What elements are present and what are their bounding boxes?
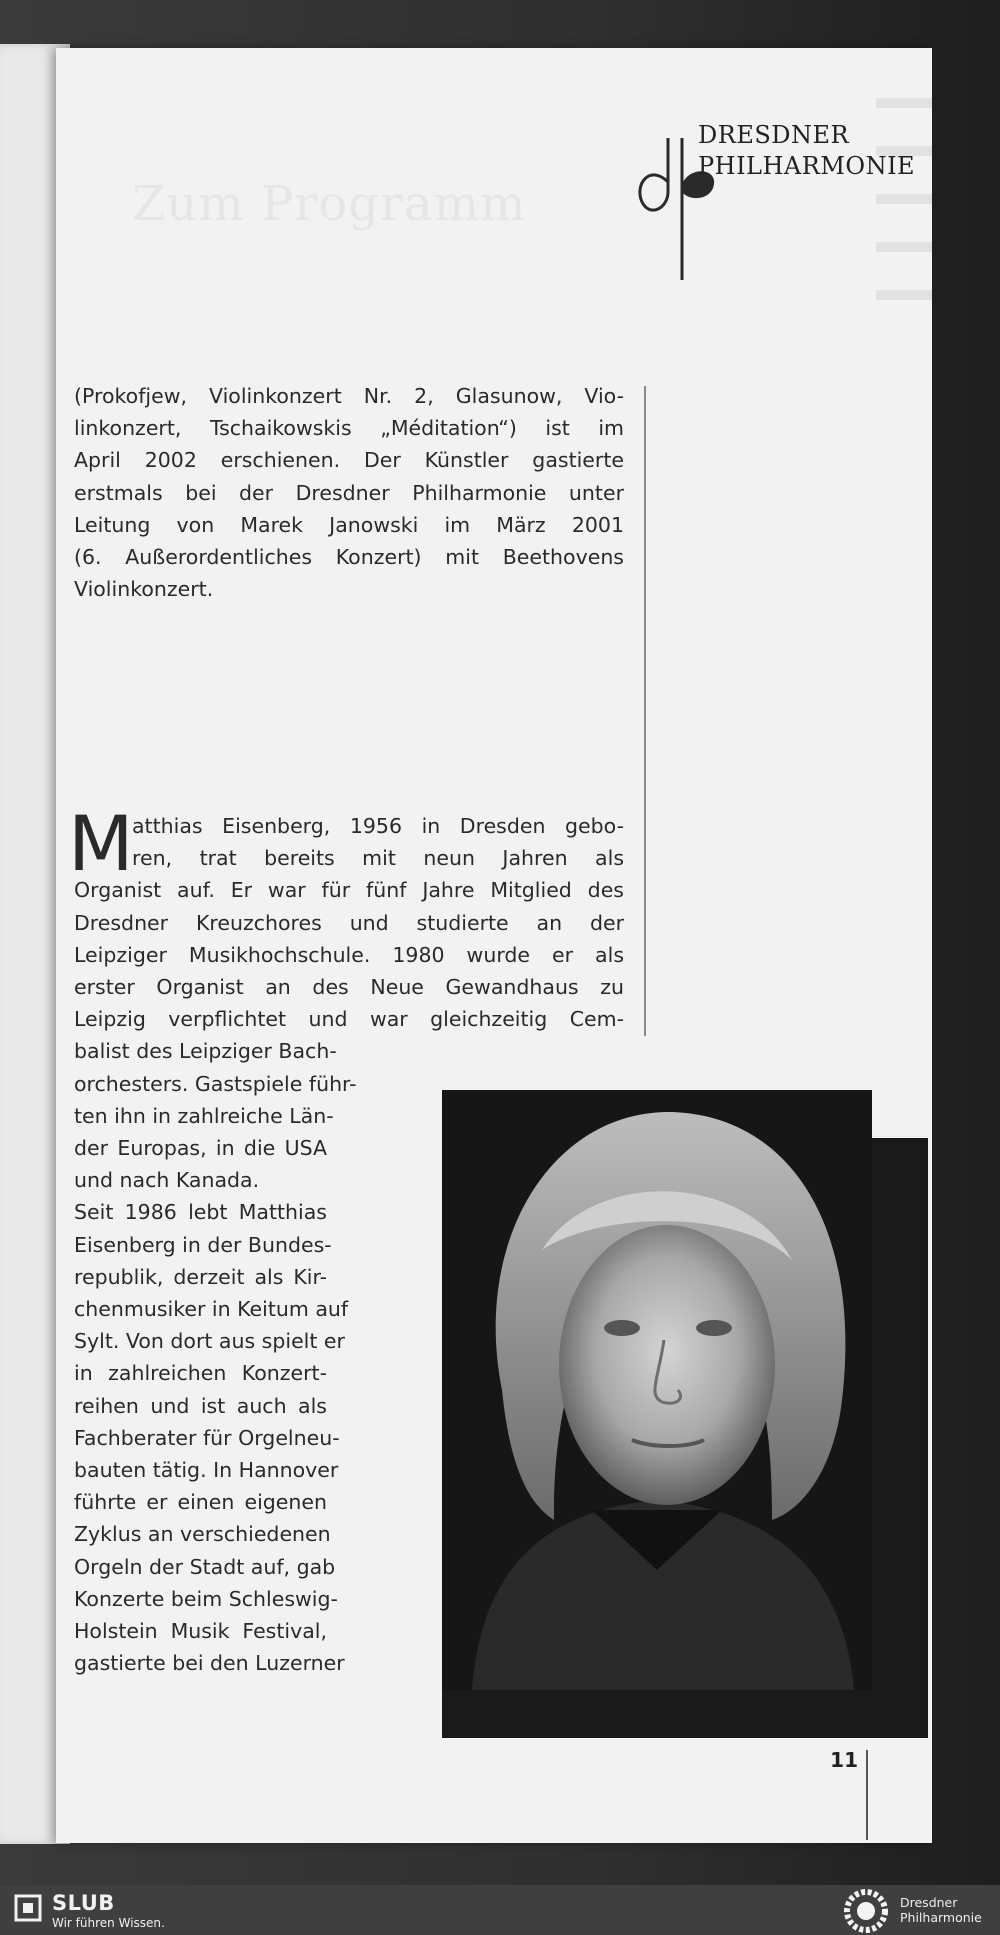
text-line: und nach Kanada. (74, 1168, 260, 1193)
slub-name: SLUB (52, 1891, 115, 1915)
text-line: ten ihn in zahlreiche Län- (74, 1103, 334, 1128)
text-line: Leipziger Musikhochschule. 1980 wurde er als (74, 942, 624, 967)
text-line: reihen und ist auch als (74, 1393, 327, 1418)
dresdner-philharmonie-logo-icon (606, 80, 936, 300)
paragraph-biography-previous (74, 380, 624, 605)
digitization-footer (0, 1885, 1000, 1935)
text-line: ren, trat bereits mit neun Jahren als (132, 846, 624, 871)
logo-wordmark (698, 120, 915, 182)
text-line: balist des Leipziger Bach- (74, 1039, 337, 1064)
drop-cap: M (68, 799, 134, 888)
column-rule (644, 386, 646, 1036)
slub-logo-icon (14, 1893, 44, 1923)
text-line: gastierte bei den Luzerner (74, 1651, 345, 1676)
partner-line-1: Dresdner (900, 1895, 958, 1910)
dresdner-philharmonie-footer-icon (842, 1889, 890, 1933)
text-line: bauten tätig. In Hannover (74, 1458, 339, 1483)
text-line: Zyklus an verschiedenen (74, 1522, 331, 1547)
portrait-photo-matthias-eisenberg (442, 1090, 872, 1690)
text-line: linkonzert, Tschaikowskis „Méditation“) ist im (74, 416, 624, 441)
text-line: der Europas, in die USA (74, 1136, 327, 1161)
text-line: Holstein Musik Festival, (74, 1619, 327, 1644)
text-line: April 2002 erschienen. Der Künstler gastierte (74, 448, 624, 473)
text-line: chenmusiker in Keitum auf (74, 1297, 349, 1322)
text-line: (Prokofjew, Violinkonzert Nr. 2, Glasunow, Vio- (74, 384, 624, 408)
text-line: Dresdner Kreuzchores und studierte an der (74, 910, 624, 935)
text-line: (6. Außerordentliches Konzert) mit Beethovens (74, 545, 624, 570)
partner-line-2: Philharmonie (900, 1910, 982, 1925)
text-line: erstmals bei der Dresdner Philharmonie unter (74, 480, 624, 505)
text-line: republik, derzeit als Kir- (74, 1264, 327, 1289)
text-line: Orgeln der Stadt auf, gab (74, 1554, 336, 1579)
text-line: atthias Eisenberg, 1956 in Dresden gebo- (132, 814, 624, 838)
text-line: orchesters. Gastspiele führ- (74, 1071, 357, 1096)
portrait-illustration (442, 1090, 872, 1690)
logo-line-2: PHILHARMONIE (698, 152, 916, 180)
text-line: Violinkonzert. (74, 577, 214, 602)
page-number: 11 (830, 1748, 858, 1772)
text-line: erster Organist an des Neue Gewandhaus zu (74, 975, 624, 1000)
text-line: in zahlreichen Konzert- (74, 1361, 327, 1386)
text-line: Eisenberg in der Bundes- (74, 1232, 332, 1257)
slub-tagline: Wir führen Wissen. (52, 1916, 165, 1930)
show-through-heading: Zum Programm (132, 176, 527, 232)
text-line: Leipzig verpflichtet und war gleichzeitig Cem- (74, 1007, 624, 1032)
text-line: führte er einen eigenen (74, 1490, 327, 1515)
dresdner-philharmonie-footer-name (900, 1895, 982, 1925)
text-line: Leitung von Marek Janowski im März 2001 (74, 512, 624, 537)
text-line: Konzerte beim Schleswig- (74, 1586, 338, 1611)
text-line: Organist auf. Er war für fünf Jahre Mitglied des (74, 878, 624, 903)
text-line: Seit 1986 lebt Matthias (74, 1200, 327, 1225)
page-number-rule (866, 1750, 868, 1840)
text-line: Sylt. Von dort aus spielt er (74, 1329, 345, 1354)
logo-line-1: DRESDNER (698, 121, 850, 149)
text-line: Fachberater für Orgelneu- (74, 1425, 340, 1450)
